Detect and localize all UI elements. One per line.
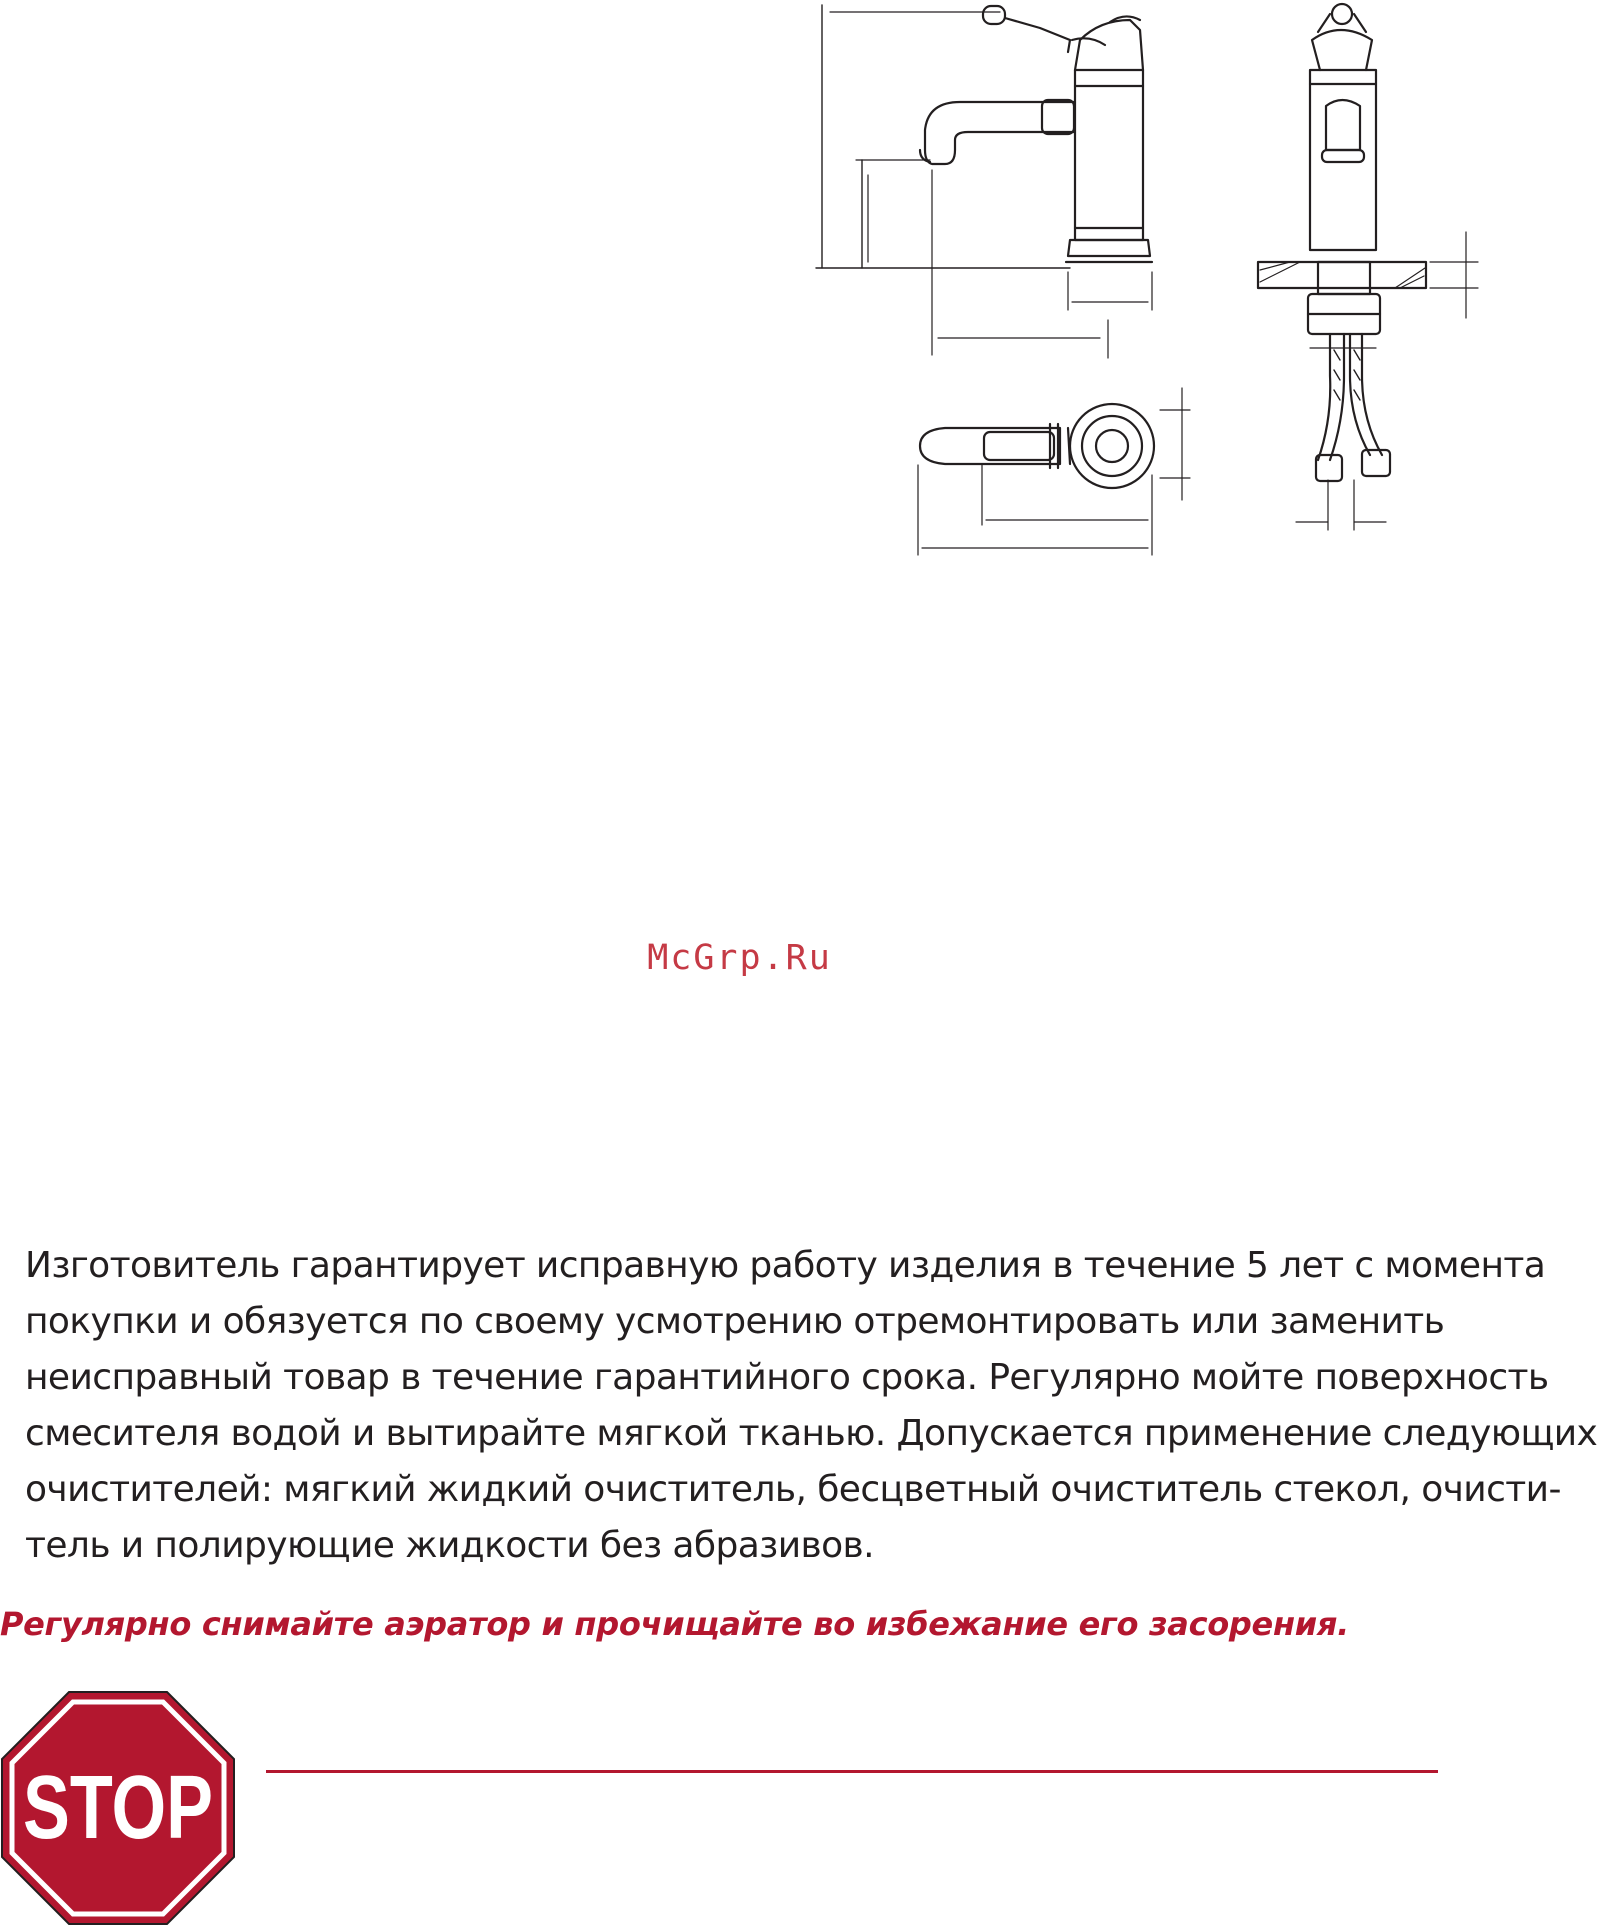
horizontal-divider xyxy=(266,1770,1438,1773)
faucet-side-view xyxy=(816,5,1152,358)
faucet-front-view xyxy=(1258,4,1478,530)
warranty-line: неисправный товар в течение гарантийного срока. Регулярно мойте поверхность xyxy=(25,1357,1549,1398)
warranty-paragraph xyxy=(25,1238,1597,1574)
faucet-top-view xyxy=(918,388,1190,555)
warranty-line: смесителя водой и вытирайте мягкой тканью. Допускается применение следующих xyxy=(25,1413,1597,1454)
warranty-line: покупки и обязуется по своему усмотрению отремонтировать или заменить xyxy=(25,1301,1445,1342)
aerator-cleaning-notice: Регулярно снимайте аэратор и прочищайте во избежание его засорения. xyxy=(0,1605,1349,1643)
watermark-text: McGrp.Ru xyxy=(647,938,832,978)
stop-sign-icon xyxy=(0,1690,236,1926)
warranty-line: очистителей: мягкий жидкий очиститель, бесцветный очиститель стекол, очисти- xyxy=(25,1469,1561,1510)
warranty-line: Изготовитель гарантирует исправную работу изделия в течение 5 лет с момента xyxy=(25,1245,1546,1286)
warranty-line: тель и полирующие жидкости без абразивов. xyxy=(25,1525,874,1566)
faucet-technical-drawings xyxy=(0,0,1479,600)
stop-sign-label: STOP xyxy=(23,1758,213,1858)
